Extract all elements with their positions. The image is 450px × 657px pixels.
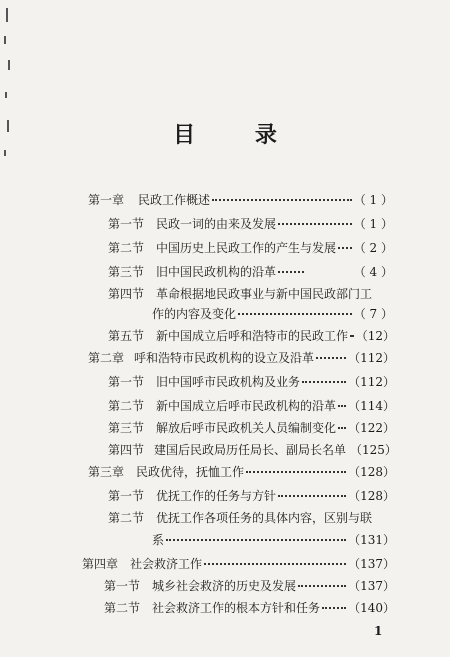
section-number: 第四节 (108, 443, 145, 457)
page-ref: （128） (348, 489, 395, 503)
dot-leader (302, 369, 346, 383)
toc-entry-continuation[interactable] (152, 304, 393, 322)
page-ref: （137） (348, 579, 395, 593)
section-number: 第一节 (108, 489, 145, 503)
toc-entry-chapter-4[interactable] (82, 554, 395, 572)
section-title: 民政一词的由来及发展 (156, 217, 277, 231)
chapter-title: 呼和浩特市民政机构的设立及沿革 (134, 351, 315, 365)
section-number: 第三节 (108, 265, 145, 279)
chapter-title: 民政工作概述 (138, 193, 211, 207)
chapter-title: 社会救济工作 (130, 557, 203, 571)
page-ref: （12） (355, 329, 395, 343)
dot-leader (278, 259, 304, 273)
toc-entry-section[interactable] (108, 510, 395, 526)
page-ref: （ 1 ） (353, 193, 393, 207)
dot-leader (350, 323, 354, 337)
chapter-title: 民政优待，抚恤工作 (136, 465, 245, 479)
section-number: 第一节 (108, 217, 145, 231)
section-number: 第二节 (108, 241, 145, 255)
toc-entry-section[interactable] (108, 486, 395, 504)
chapter-number: 第三章 (88, 465, 125, 479)
page-ref: （ 1 ） (353, 217, 393, 231)
section-title: 优抚工作的任务与方针 (156, 489, 277, 503)
toc-entry-section[interactable] (104, 598, 395, 616)
page-ref: （131） (348, 533, 395, 547)
toc-entry-section[interactable] (108, 418, 395, 436)
section-number: 第二节 (108, 399, 145, 413)
toc-entry-section[interactable] (108, 396, 395, 414)
dot-leader (166, 527, 346, 541)
toc-entry-section[interactable] (104, 576, 395, 594)
dot-leader (212, 187, 352, 201)
dot-leader (246, 459, 346, 473)
page-ref: （125） (350, 443, 397, 457)
section-title: 新中国成立后呼市民政机构的沿革 (156, 399, 337, 413)
section-number: 第四节 (108, 287, 145, 301)
section-title: 中国历史上民政工作的产生与发展 (156, 241, 337, 255)
section-title-continued: 系 (152, 533, 165, 547)
section-number: 第三节 (108, 421, 145, 435)
dot-leader (338, 415, 346, 429)
toc-entry-section[interactable] (108, 326, 395, 344)
page-ref: （114） (348, 399, 395, 413)
toc-entry-section[interactable] (108, 440, 395, 458)
toc-entry-section[interactable] (108, 372, 395, 390)
section-title: 旧中国呼市民政机构及业务 (156, 375, 301, 389)
dot-leader (278, 483, 346, 497)
page-ref: （112） (348, 375, 395, 389)
toc-entry-chapter-2[interactable] (88, 348, 395, 366)
dot-leader (278, 211, 352, 225)
page-ref: （140） (348, 601, 395, 615)
section-title: 新中国成立后呼和浩特市的民政工作 (156, 329, 349, 343)
toc-entry-section[interactable] (108, 262, 393, 280)
section-title: 革命根据地民政事业与新中国民政部门工 (156, 287, 373, 301)
dot-leader (298, 573, 346, 587)
toc-entry-chapter-1[interactable] (88, 190, 393, 208)
page-number: 1 (374, 624, 383, 638)
section-title: 社会救济工作的根本方针和任务 (152, 601, 321, 615)
section-title: 解放后呼市民政机关人员编制变化 (156, 421, 337, 435)
chapter-number: 第四章 (82, 557, 119, 571)
page-ref: （112） (348, 351, 395, 365)
page-ref: （128） (348, 465, 395, 479)
section-number: 第五节 (108, 329, 145, 343)
dot-leader (238, 301, 352, 315)
page-ref: （122） (348, 421, 395, 435)
toc-entry-continuation[interactable] (152, 530, 395, 548)
section-number: 第一节 (108, 375, 145, 389)
dot-leader (204, 551, 346, 565)
dot-leader (322, 595, 346, 609)
chapter-number: 第二章 (88, 351, 125, 365)
section-title: 旧中国民政机构的沿革 (156, 265, 277, 279)
page-ref: （ 4 ） (353, 265, 393, 279)
toc-entry-chapter-3[interactable] (88, 462, 395, 480)
page-ref: （ 7 ） (353, 307, 393, 321)
page-ref: （137） (348, 557, 395, 571)
section-title: 优抚工作各项任务的具体内容，区别与联 (156, 511, 373, 525)
dot-leader (338, 235, 352, 249)
page-title: 目 录 (173, 122, 303, 148)
section-title-continued: 作的内容及变化 (152, 307, 237, 321)
toc-entry-section[interactable] (108, 238, 393, 256)
section-number: 第一节 (104, 579, 141, 593)
toc-entry-section[interactable] (108, 286, 393, 302)
page-ref: （ 2 ） (353, 241, 393, 255)
section-title: 城乡社会救济的历史及发展 (152, 579, 297, 593)
chapter-number: 第一章 (88, 193, 125, 207)
dot-leader (316, 345, 346, 359)
section-number: 第二节 (104, 601, 141, 615)
section-title: 建国后民政局历任局长、副局长名单 (154, 443, 347, 457)
toc-entry-section[interactable] (108, 214, 393, 232)
dot-leader (338, 393, 346, 407)
section-number: 第二节 (108, 511, 145, 525)
